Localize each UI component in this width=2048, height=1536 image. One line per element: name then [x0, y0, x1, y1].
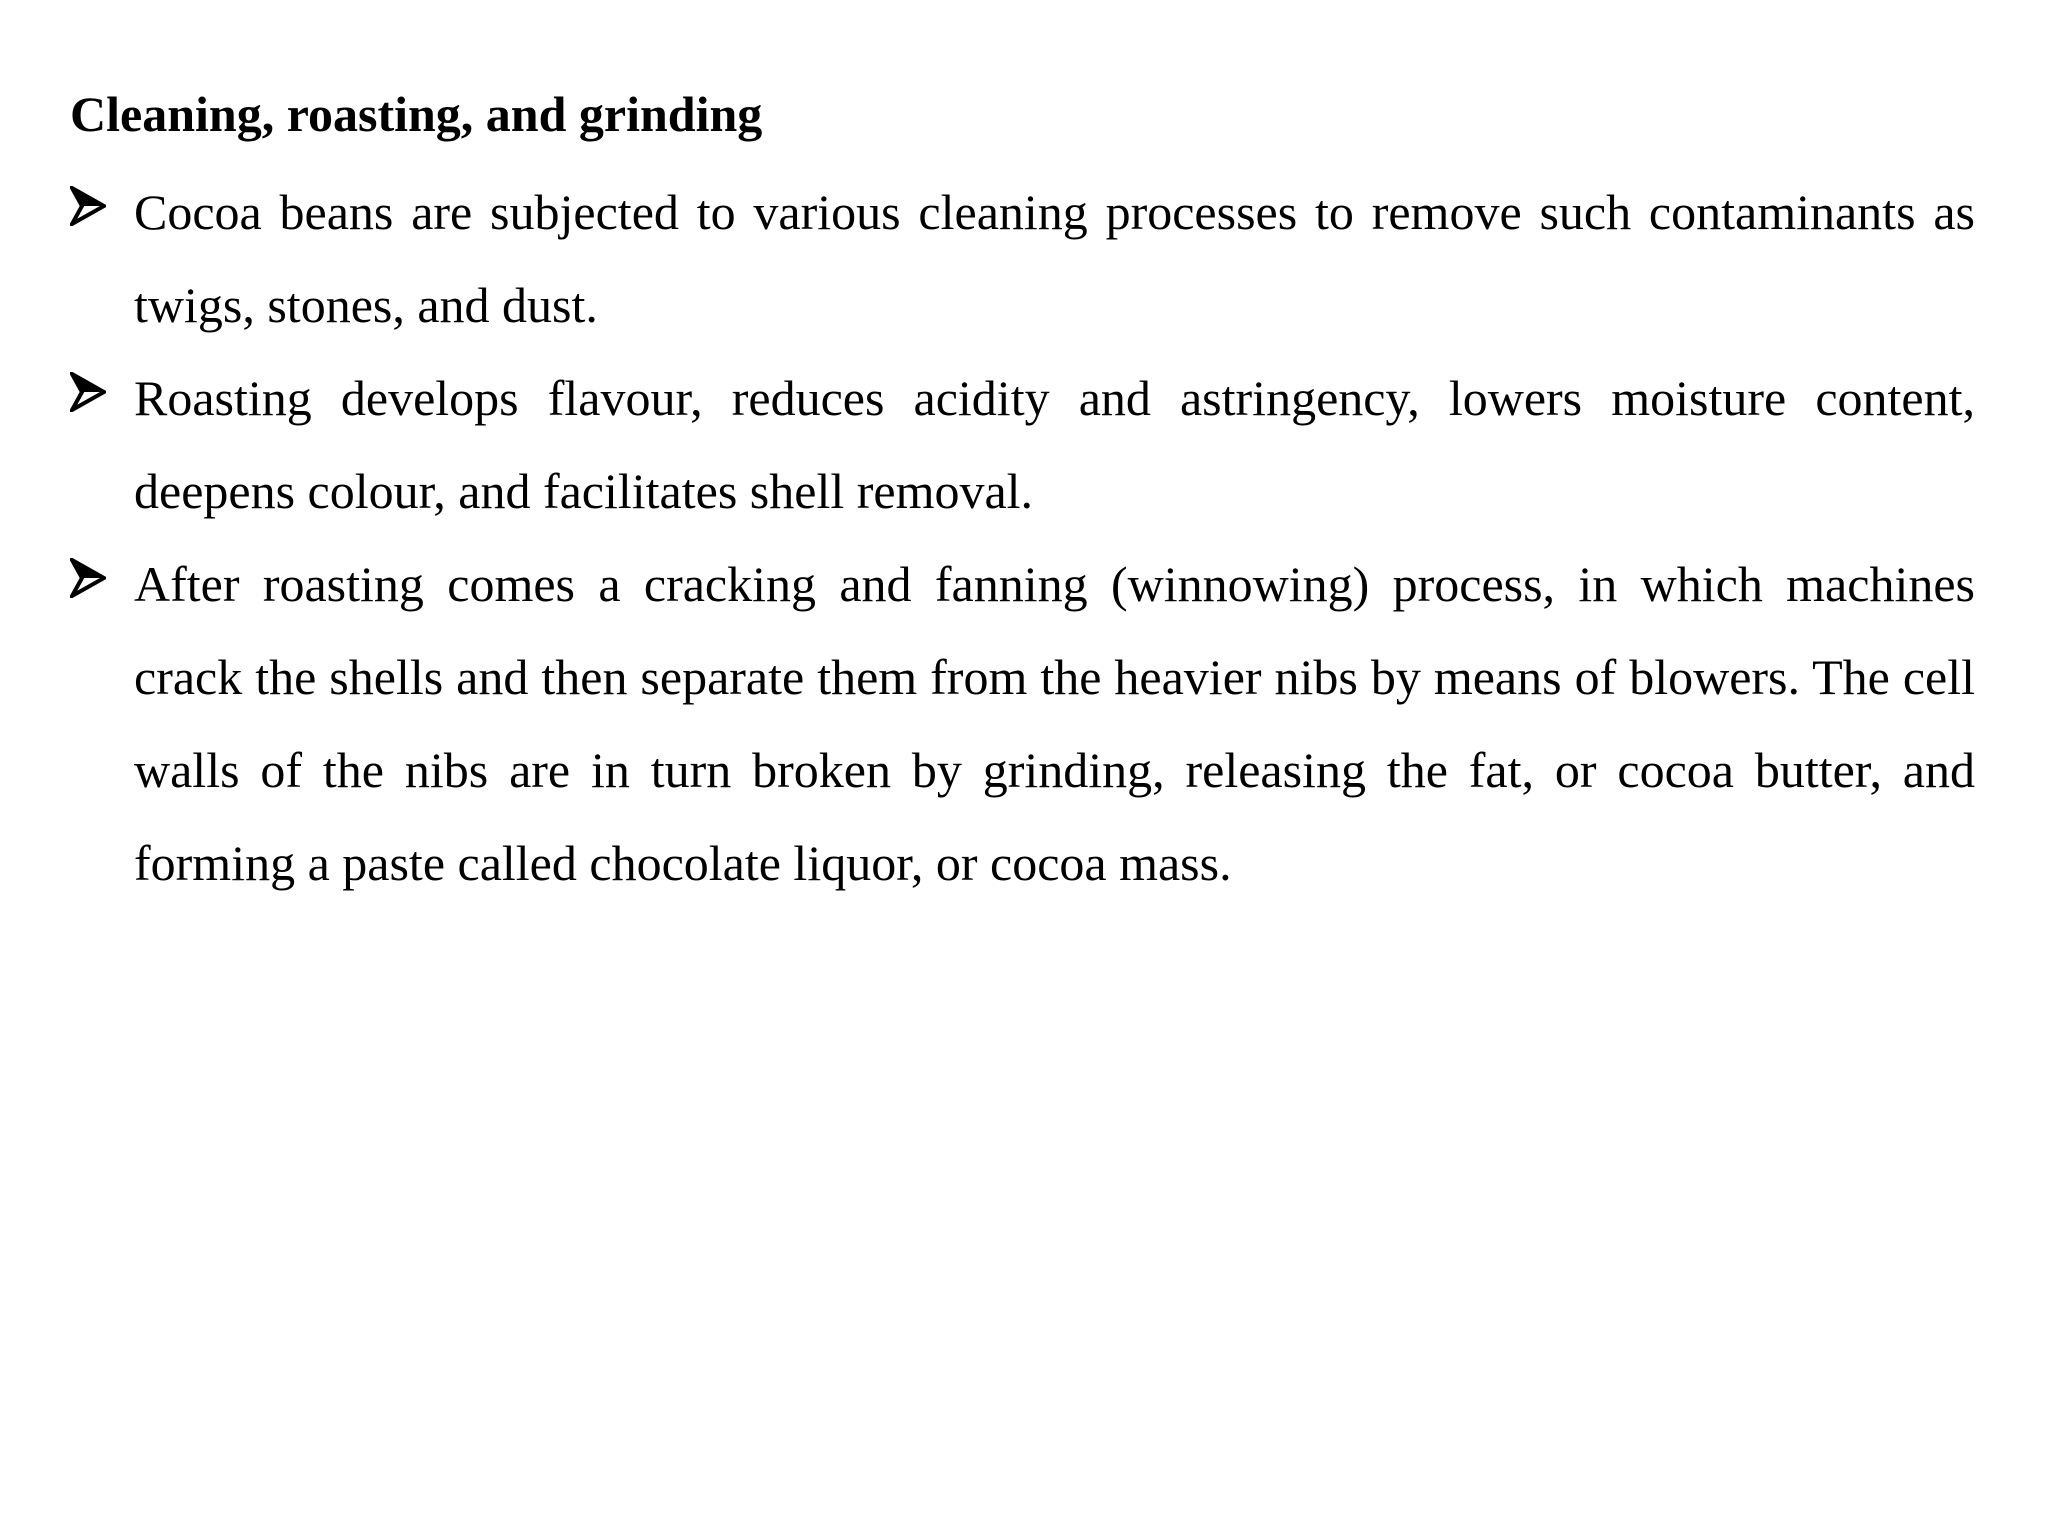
bullet-text: After roasting comes a cracking and fanning (winnowing) process, in which machines crack the shells and then separate them from the heavier nibs by means of blowers. The cell walls of the nibs are in turn broken by grinding, releasing the fat, or cocoa butter, and forming a paste called chocolate liquor, or cocoa mass. — [134, 556, 1975, 891]
bullet-item-cleaning — [70, 166, 1975, 352]
bullet-item-roasting — [70, 352, 1975, 538]
arrow-bullet-icon — [70, 372, 106, 412]
arrow-bullet-icon — [70, 186, 106, 226]
bullet-text: Cocoa beans are subjected to various cleaning processes to remove such contaminants as twigs, stones, and dust. — [134, 184, 1975, 333]
bullet-text: Roasting develops flavour, reduces acidity and astringency, lowers moisture content, deepens colour, and facilitates shell removal. — [134, 370, 1975, 519]
arrow-bullet-icon — [70, 558, 106, 598]
bullet-list — [70, 166, 1975, 910]
section-heading: Cleaning, roasting, and grinding — [70, 86, 763, 142]
bullet-item-grinding — [70, 538, 1975, 910]
